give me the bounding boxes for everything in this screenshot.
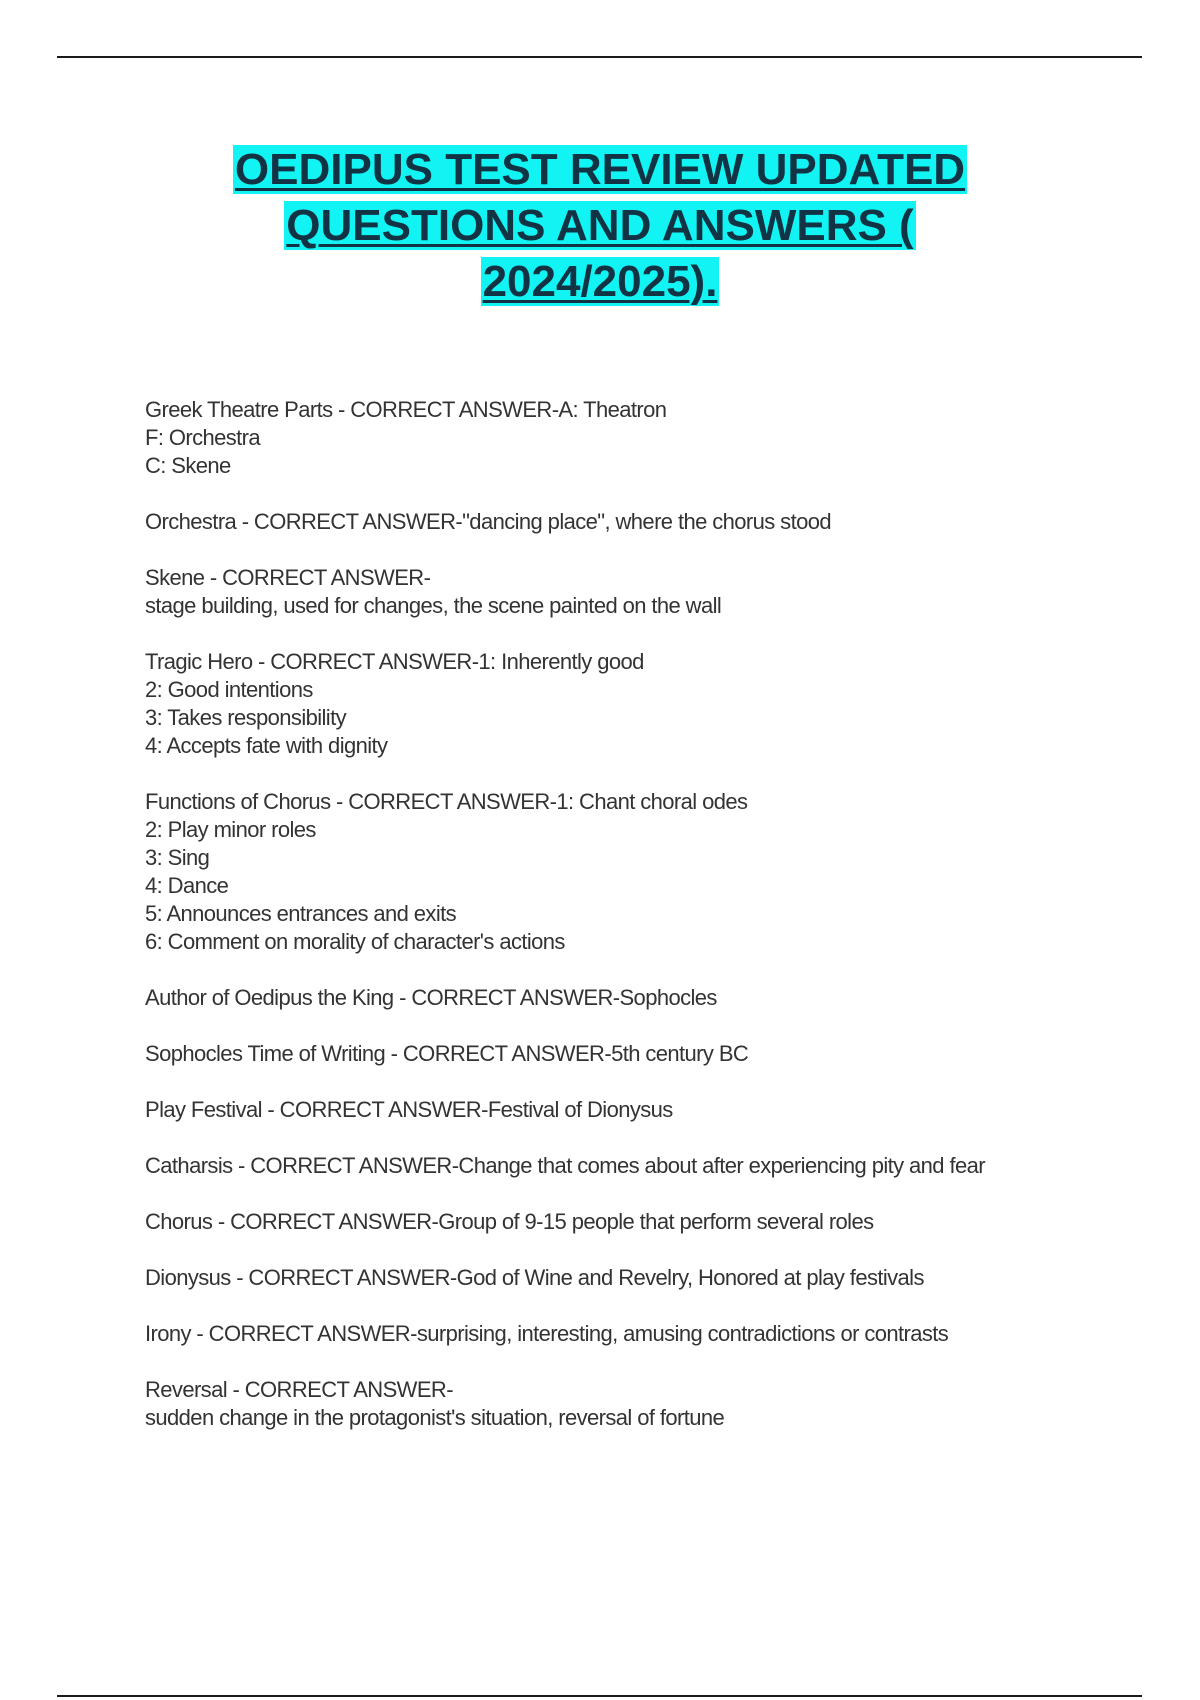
qa-item bbox=[145, 1096, 1145, 1124]
qa-item bbox=[145, 788, 1145, 956]
top-rule bbox=[57, 56, 1142, 58]
qa-answer-line: 2: Play minor roles bbox=[145, 817, 316, 842]
qa-item bbox=[145, 648, 1145, 760]
title-line-text: OEDIPUS TEST REVIEW UPDATED bbox=[234, 145, 966, 194]
qa-answer-line: sudden change in the protagonist's situation, reversal of fortune bbox=[145, 1405, 725, 1430]
qa-term-line: Reversal - CORRECT ANSWER- bbox=[145, 1377, 453, 1402]
qa-answer-line: 4: Dance bbox=[145, 873, 229, 898]
qa-term-line: Irony - CORRECT ANSWER-surprising, interesting, amusing contradictions or contrasts bbox=[145, 1321, 949, 1346]
qa-answer-line: 6: Comment on morality of character's actions bbox=[145, 929, 565, 954]
qa-term-line: Skene - CORRECT ANSWER- bbox=[145, 565, 431, 590]
qa-item bbox=[145, 508, 1145, 536]
qa-answer-line: 2: Good intentions bbox=[145, 677, 313, 702]
qa-answer-line: 3: Takes responsibility bbox=[145, 705, 347, 730]
title-line bbox=[481, 254, 720, 310]
qa-answer-line: 4: Accepts fate with dignity bbox=[145, 733, 388, 758]
qa-answer-line: C: Skene bbox=[145, 453, 231, 478]
qa-answer-line: 5: Announces entrances and exits bbox=[145, 901, 457, 926]
qa-item bbox=[145, 1264, 1145, 1292]
qa-term-line: Chorus - CORRECT ANSWER-Group of 9-15 people that perform several roles bbox=[145, 1209, 874, 1234]
title-line bbox=[233, 142, 967, 198]
qa-item bbox=[145, 1152, 1145, 1180]
qa-item bbox=[145, 984, 1145, 1012]
bottom-rule bbox=[57, 1695, 1142, 1697]
qa-answer-line: stage building, used for changes, the scene painted on the wall bbox=[145, 593, 722, 618]
qa-item bbox=[145, 1208, 1145, 1236]
qa-term-line: Catharsis - CORRECT ANSWER-Change that comes about after experiencing pity and fear bbox=[145, 1153, 985, 1178]
qa-answer-line: 3: Sing bbox=[145, 845, 210, 870]
title-line-text: QUESTIONS AND ANSWERS ( bbox=[286, 201, 914, 250]
qa-term-line: Author of Oedipus the King - CORRECT ANSWER-Sophocles bbox=[145, 985, 717, 1010]
qa-term-line: Greek Theatre Parts - CORRECT ANSWER-A: Theatron bbox=[145, 397, 667, 422]
qa-term-line: Play Festival - CORRECT ANSWER-Festival of Dionysus bbox=[145, 1097, 673, 1122]
qa-item bbox=[145, 564, 1145, 620]
qa-term-line: Dionysus - CORRECT ANSWER-God of Wine and Revelry, Honored at play festivals bbox=[145, 1265, 924, 1290]
qa-list bbox=[145, 396, 1145, 1460]
qa-term-line: Sophocles Time of Writing - CORRECT ANSWER-5th century BC bbox=[145, 1041, 749, 1066]
title-line bbox=[284, 198, 915, 254]
qa-term-line: Orchestra - CORRECT ANSWER-"dancing place", where the chorus stood bbox=[145, 509, 832, 534]
qa-item bbox=[145, 1040, 1145, 1068]
qa-answer-line: F: Orchestra bbox=[145, 425, 261, 450]
qa-item bbox=[145, 396, 1145, 480]
title-line-text: 2024/2025). bbox=[482, 257, 718, 306]
qa-term-line: Functions of Chorus - CORRECT ANSWER-1: Chant choral odes bbox=[145, 789, 748, 814]
document-title bbox=[0, 142, 1200, 310]
qa-item bbox=[145, 1320, 1145, 1348]
qa-term-line: Tragic Hero - CORRECT ANSWER-1: Inherently good bbox=[145, 649, 644, 674]
qa-item bbox=[145, 1376, 1145, 1432]
